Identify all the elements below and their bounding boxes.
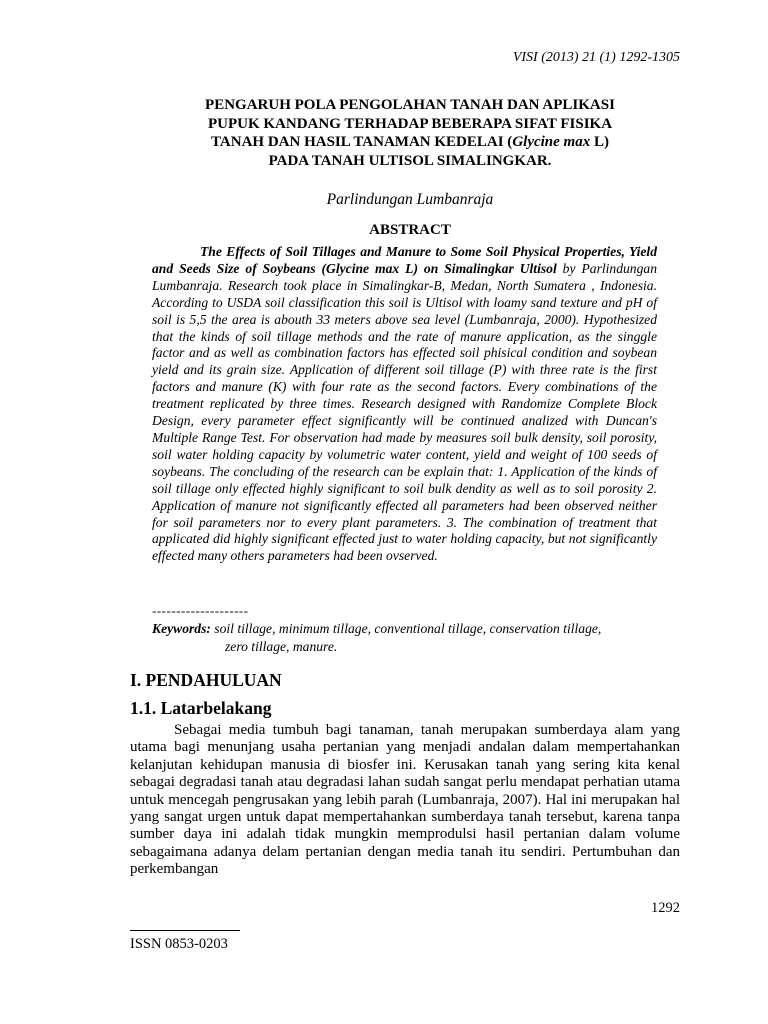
abstract-separator: -------------------- xyxy=(152,603,249,618)
section-heading: I. PENDAHULUAN xyxy=(130,670,282,690)
intro-paragraph: Sebagai media tumbuh bagi tanaman, tanah merupakan sumberdaya alam yang utama bagi menunjang usaha pertanian yang menjadi andalan dalam mempertahankan kelanjutan kehidupan manusia di biosfer ini. Kerusakan tanah yang sering kita kenal sebagai degradasi tanah atau degradasi lahan sudah sangat perlu mendapat perhatian utama untuk mencegah pengrusakan yang lebih parah (Lumbanraja, 2007). Hal ini merupakan hal yang sangat urgen untuk dapat mempertahankan sumberdaya tanah tersebut, karena tanpa sumber daya ini adalah tidak mungkin memprodulsi hasil pertanian dalam volume sebagaimana adanya delam pertanian dengan media tanah itu sendiri. Pertumbuhan dan perkembangan xyxy=(130,722,680,878)
keywords-line: soil tillage, minimum tillage, conventional tillage, conservation tillage, xyxy=(210,621,602,636)
title-species-name: Glycine max xyxy=(512,134,591,150)
keywords-label: Keywords: xyxy=(152,621,211,636)
paper-title xyxy=(130,96,690,170)
title-line xyxy=(130,133,690,152)
title-line: PUPUK KANDANG TERHADAP BEBERAPA SIFAT FISIKA xyxy=(207,115,613,132)
title-line-part: TANAH DAN HASIL TANAMAN KEDELAI ( xyxy=(211,134,513,150)
abstract-heading: ABSTRACT xyxy=(369,222,451,238)
title-line: PADA TANAH ULTISOL SIMALINGKAR. xyxy=(268,152,552,169)
keywords xyxy=(152,620,662,655)
title-line: PENGARUH POLA PENGOLAHAN TANAH DAN APLIKASI xyxy=(205,97,615,113)
subsection-heading: 1.1. Latarbelakang xyxy=(130,698,272,718)
page-number: 1292 xyxy=(651,900,680,916)
title-line-part: L) xyxy=(590,134,609,150)
journal-reference: VISI (2013) 21 (1) 1292-1305 xyxy=(512,50,680,65)
issn: ISSN 0853-0203 xyxy=(130,936,228,952)
footer-divider xyxy=(130,930,240,931)
keywords-line: zero tillage, manure. xyxy=(225,638,338,654)
abstract-english-title: The Effects of Soil Tillages and Manure to Some Soil Physical Properties, Yield and Seeds Size of Soybeans (Glycine max L) on Simalingkar Ultisol xyxy=(152,244,657,276)
author-name: Parlindungan Lumbanraja xyxy=(326,191,494,208)
abstract-body xyxy=(152,244,657,565)
abstract-text: by Parlindungan Lumbanraja. Research took place in Simalingkar-B, Medan, North Sumatera , Indonesia. According to USDA soil classification this soil is Ultisol with loamy sand texture and pH of soil is 5,5 the area is abouth 33 meters above sea level (Lumbanraja, 2000). Hypothesized that the kinds of soil tillage methods and the rate of manure application, as the singgle factor and as well as combination factors has effected soil phisical condition and soybean yield and its grain size. Application of different soil tillage (P) with three rate is the first factors and manure (K) with four rate as the second factors. Every combinations of the treatment replicated by three times. Research designed with Randomize Complete Block Design, every parameter effect significantly will be continued analized with Duncan's Multiple Range Test. For observation had made by measures soil bulk density, soil porosity, soil water holding capacity by volumetric water content, yield and weight of 100 seeds of soybeans. The concluding of the research can be explain that: 1. Application of the kinds of soil tillage only effected highly significant to soil bulk dendity as well as to soil porosity 2. Application of manure not significantly effected all parameters had been observed neither for soil parameters nor to every plant parameters. 3. The combination of treatment that applicated did highly significant effected just to water holding capacity, but not significantly effected many others parameters had been ovserved. xyxy=(152,260,657,564)
